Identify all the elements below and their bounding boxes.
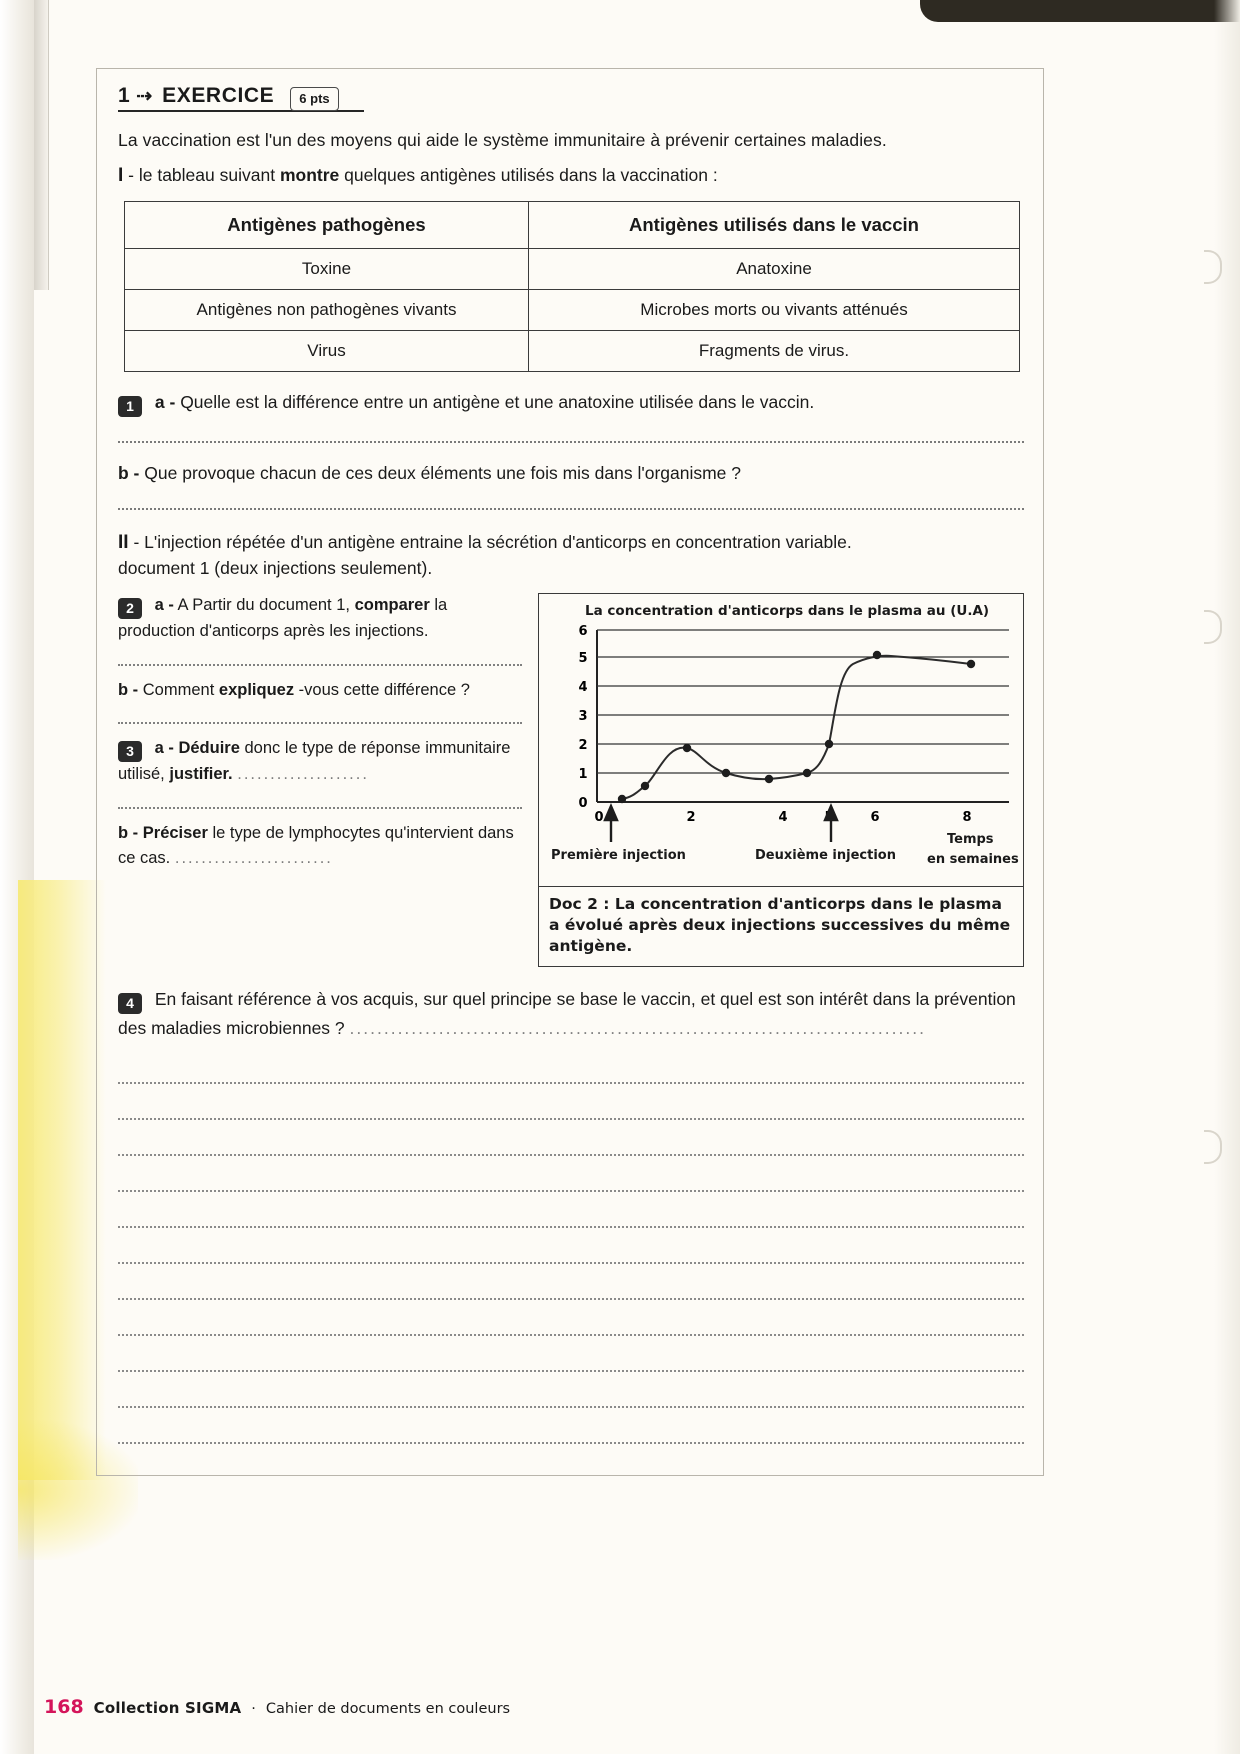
answer-line[interactable] [118,794,522,809]
answer-line[interactable] [118,1120,1024,1156]
question-3a-label: a - [154,739,174,758]
antibody-concentration-chart [538,593,1024,887]
question-1b-text: Que provoque chacun de ces deux éléments une fois mis dans l'organisme ? [144,463,742,483]
part-2-text-2: document 1 (deux injections seulement). [118,558,433,578]
question-3a-bold-2: justifier. [169,765,233,784]
svg-text:2: 2 [578,738,588,753]
question-3a-bold: Déduire [178,739,240,758]
part-2-statement [118,532,1024,554]
question-2a-label: a - [154,596,174,614]
scan-yellow-tint [18,880,106,1480]
question-1a-text: Quelle est la différence entre un antigène et une anatoxine utilisée dans le vaccin. [180,392,815,412]
answer-line[interactable] [118,1192,1024,1228]
answer-line[interactable] [118,709,522,724]
question-1a-label: a - [154,392,176,412]
exercise-header [118,84,364,112]
part-1-text-before: le tableau suivant [138,165,276,185]
collection-name: Collection SIGMA [93,1699,242,1717]
points-badge: 6 pts [290,87,338,111]
question-3b-text: le type de lymphocytes qu'intervient dans ce cas. [118,823,514,868]
answer-line[interactable] [118,427,1024,443]
question-3a [118,736,522,788]
answer-line[interactable] [118,1408,1024,1444]
question-badge-1: 1 [118,396,142,417]
part-1-numeral: I [118,165,124,186]
part-1-text-bold: montre [279,165,340,185]
table-cell: Anatoxine [529,249,1020,290]
x-axis-label-line2: en semaines [927,852,1019,867]
table-header-cell: Antigènes pathogènes [125,202,529,249]
questions-column [118,593,522,967]
first-injection-label: Première injection [551,848,686,863]
question-2b-bold: expliquez [218,680,295,699]
table-cell: Toxine [125,249,529,290]
figure-caption: Doc 2 : La concentration d'anticorps dans le plasma a évolué après deux injections successives du même antigène. [538,887,1024,967]
answer-line[interactable] [118,1264,1024,1300]
question-2b-text-2: -vous cette différence ? [298,680,470,699]
question-1b [118,463,1024,484]
question-2b-label: b - [118,680,139,699]
antigens-table [124,201,1020,372]
svg-text:2: 2 [686,810,696,825]
question-2a [118,593,522,645]
answer-lines-block [118,1048,1024,1444]
inline-answer-dots[interactable]: ........................ [174,849,333,868]
exercise-title: EXERCICE [162,84,275,107]
svg-text:6: 6 [578,624,588,639]
part-1-text-after: quelques antigènes utilisés dans la vaccination : [344,165,718,185]
table-cell: Virus [125,331,529,372]
answer-line[interactable] [118,494,1024,510]
table-header-cell: Antigènes utilisés dans le vaccin [529,202,1020,249]
footer-separator: · [251,1701,256,1717]
answer-line[interactable] [118,1300,1024,1336]
table-header-row [125,202,1020,249]
table-row [125,290,1020,331]
page-number: 168 [44,1696,84,1718]
second-injection-label: Deuxième injection [755,848,896,863]
inline-answer-dots[interactable]: .................... [237,765,369,784]
question-badge-4: 4 [118,993,142,1014]
exercise-number: 1 [118,84,131,107]
question-2b-text-1: Comment [142,680,215,699]
question-1b-label: b - [118,463,140,483]
svg-text:0: 0 [594,810,604,825]
question-badge-3: 3 [118,741,142,762]
svg-text:8: 8 [962,810,972,825]
chart-title: La concentration d'anticorps dans le plasma au (U.A) [585,603,990,619]
part-1-dash: - [128,165,134,185]
scan-binding-strip [34,0,49,290]
answer-line[interactable] [118,1048,1024,1084]
inline-answer-dots[interactable]: .................................................................................... [349,1017,926,1038]
x-axis-label-line1: Temps [947,832,994,847]
svg-text:0: 0 [578,796,588,811]
question-3b-label: b - [118,823,139,842]
part-2-numeral: II [118,532,129,553]
figure-column [538,593,1024,967]
svg-text:4: 4 [578,680,588,695]
table-row [125,249,1020,290]
exercise-intro: La vaccination est l'un des moyens qui aide le système immunitaire à prévenir certaines maladies. [118,130,887,150]
worksheet-content [118,84,1024,1444]
table-cell: Antigènes non pathogènes vivants [125,290,529,331]
answer-line[interactable] [118,1156,1024,1192]
svg-text:1: 1 [578,767,588,782]
question-badge-2: 2 [118,598,142,619]
question-4-text: En faisant référence à vos acquis, sur quel principe se base le vaccin, et quel est son intérêt dans la prévention des maladies microbiennes ? [118,988,1016,1038]
question-4 [118,985,1024,1042]
question-3a-text: donc le type de réponse immunitaire utilisé, [118,739,511,784]
svg-text:6: 6 [870,810,880,825]
questions-and-graph-zone [118,593,1024,967]
svg-text:3: 3 [578,709,588,724]
svg-text:5: 5 [578,651,588,666]
table-cell: Fragments de virus. [529,331,1020,372]
page-footer [44,1696,510,1718]
question-1a [118,392,1024,417]
question-2a-bold: comparer [354,596,430,614]
table-cell: Microbes morts ou vivants atténués [529,290,1020,331]
arrow-right-icon: ⇢ [136,85,153,107]
answer-line[interactable] [118,1336,1024,1372]
question-3b-bold: Préciser [142,823,208,842]
svg-text:4: 4 [778,810,788,825]
part-2-text: L'injection répétée d'un antigène entraine la sécrétion d'anticorps en concentration variable. [144,532,852,552]
question-2a-text-1: A Partir du document 1, [177,596,350,614]
part-2-dash: - [133,532,140,552]
question-3b [118,821,522,872]
table-row [125,331,1020,372]
answer-line[interactable] [118,1084,1024,1120]
question-2b [118,678,522,704]
answer-line[interactable] [118,651,522,666]
footer-subtitle: Cahier de documents en couleurs [265,1701,511,1717]
part-1-statement [118,165,1024,187]
answer-line[interactable] [118,1372,1024,1408]
question-2a-text-2: la production d'anticorps après les injections. [118,596,448,640]
answer-line[interactable] [118,1228,1024,1264]
scan-top-dark-corner [920,0,1240,22]
